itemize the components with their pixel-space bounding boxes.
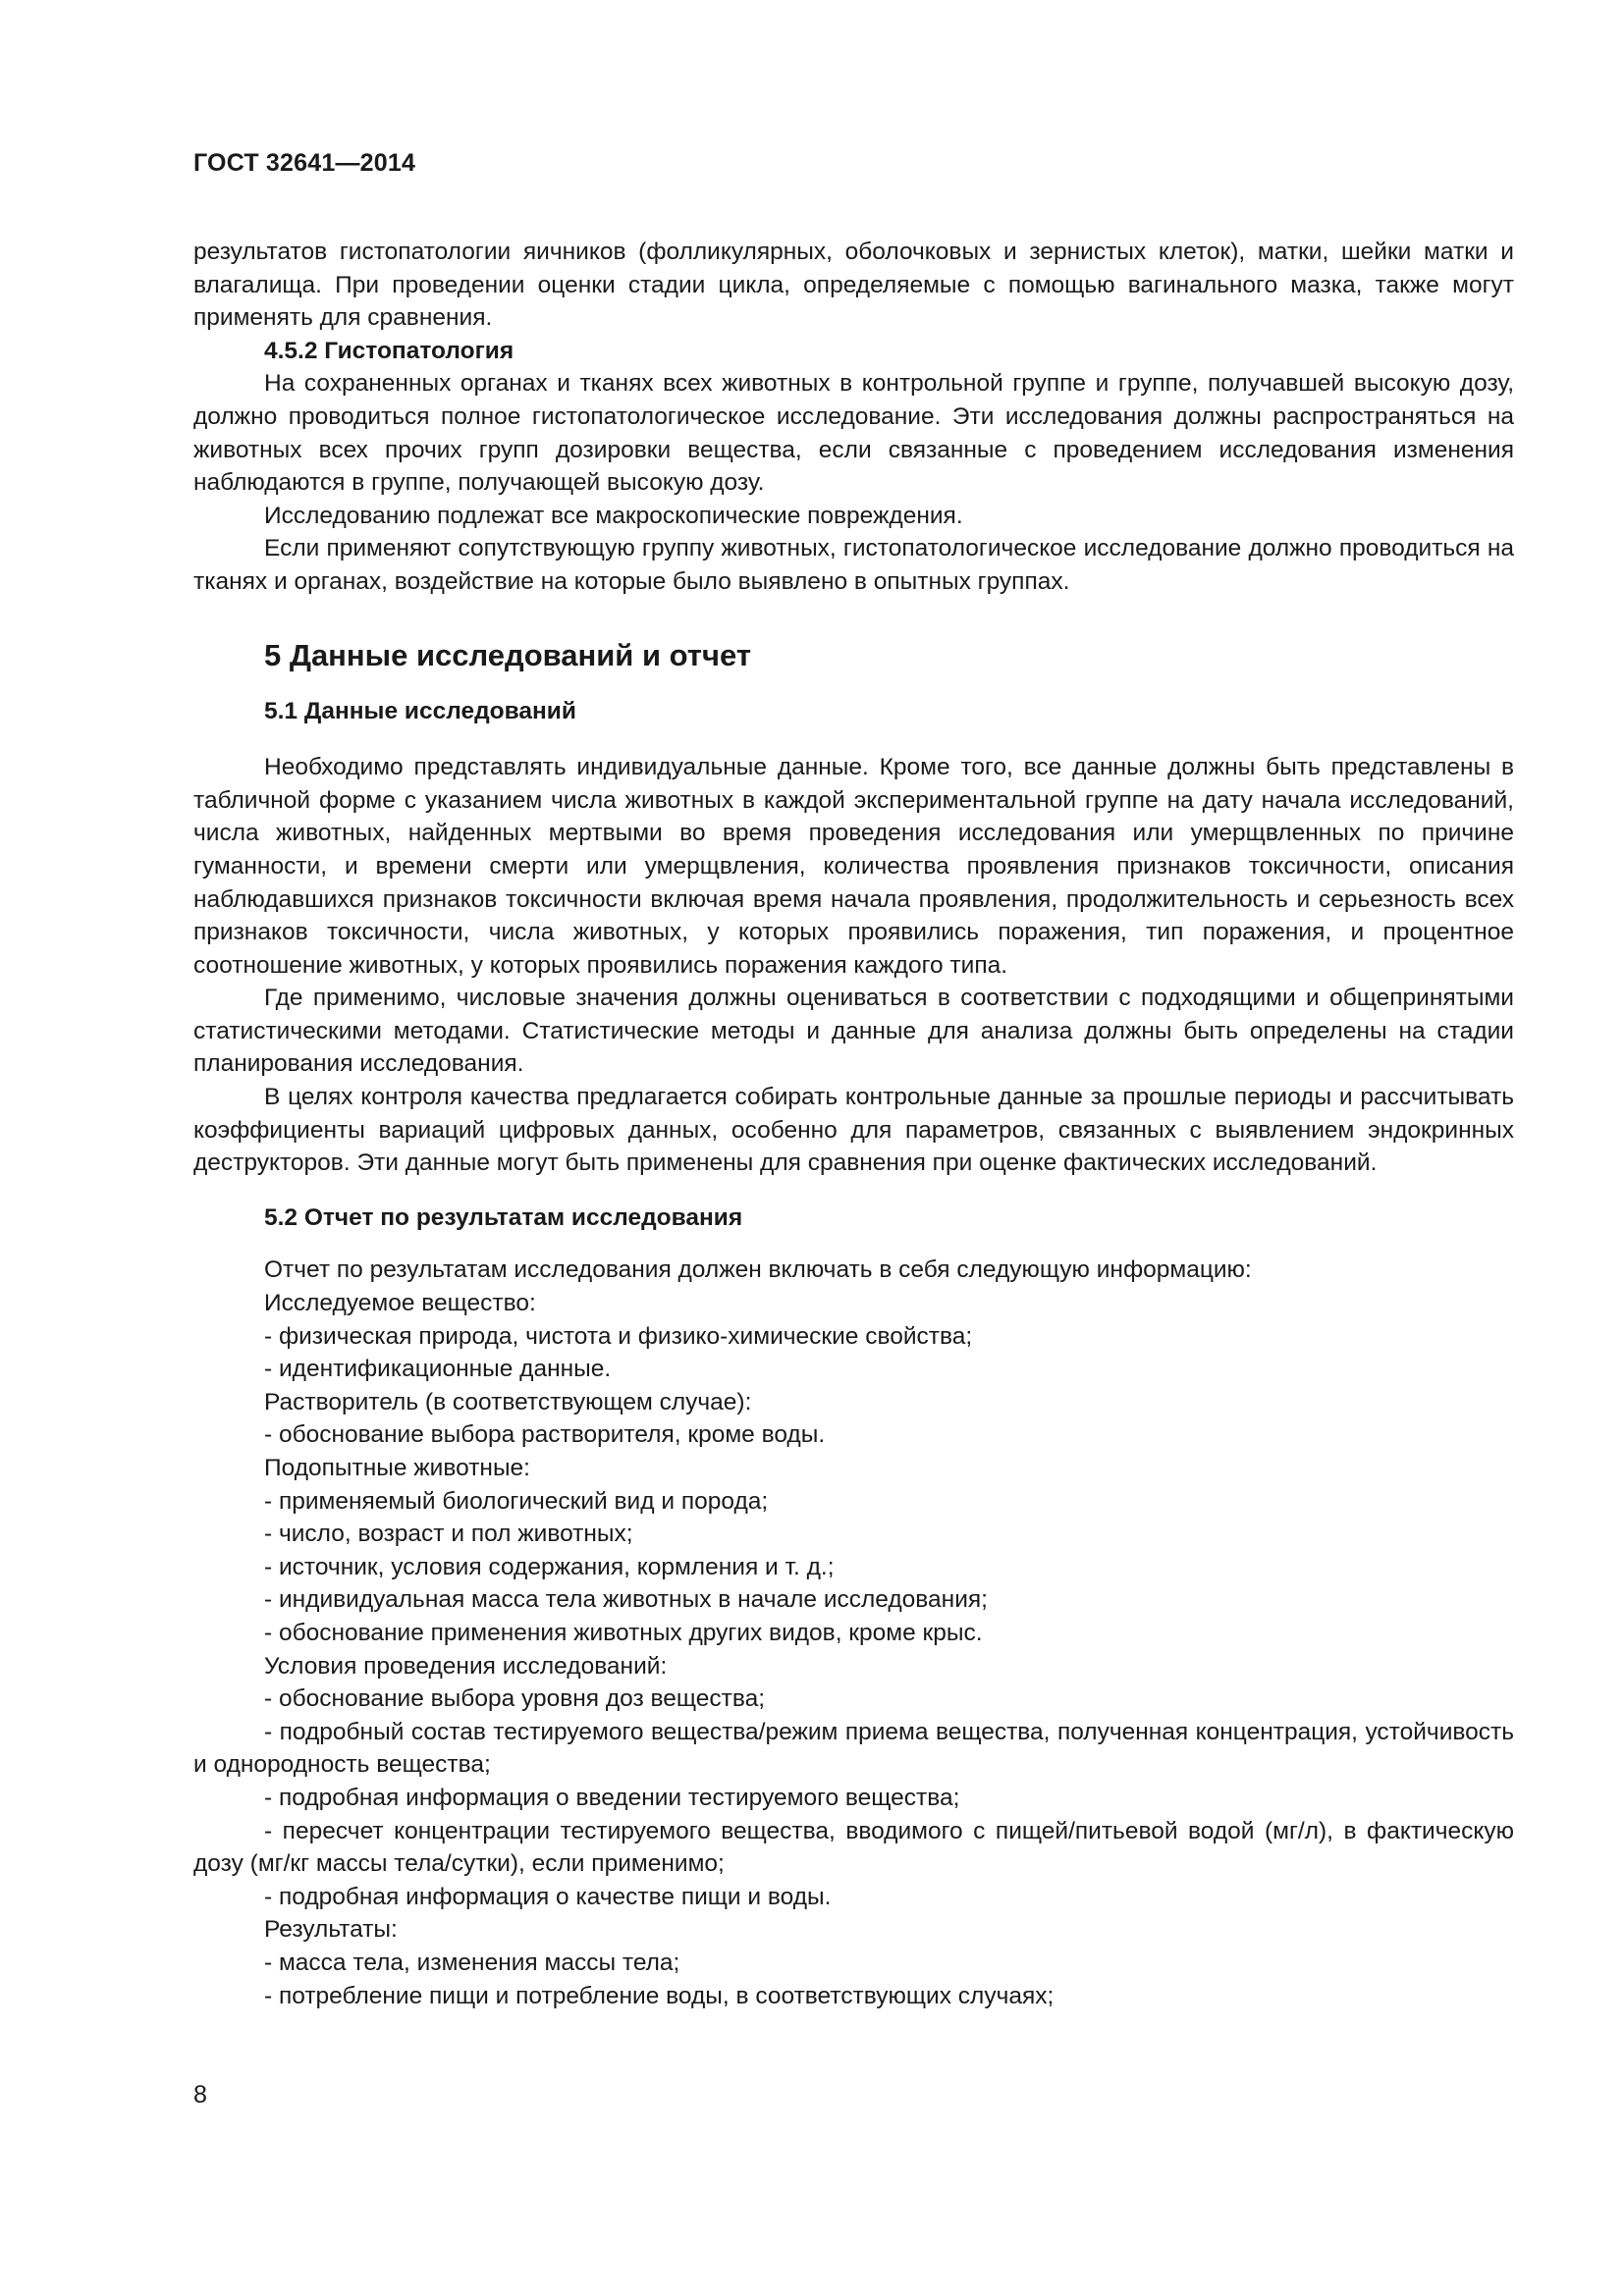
report-line: - потребление пищи и потребление воды, в соответствующих случаях; [264,1982,1055,2009]
report-line: - число, возраст и пол животных; [264,1521,633,1548]
report-line: Исследуемое вещество: [264,1290,536,1317]
report-line: - обоснование выбора растворителя, кроме воды. [264,1421,826,1449]
report-line: Подопытные животные: [264,1455,530,1481]
section-5-title: 5 Данные исследований и отчет [264,637,751,672]
report-line: - индивидуальная масса тела животных в начале исследования; [264,1586,988,1614]
paragraph-5-1-3: В целях контроля качества предлагается собирать контрольные данные за прошлые периоды и рассчитывать коэффициенты вариаций цифровых данных, особенно для параметров, связанных с выявлением эндокринных деструкторов. Эти данные могут быть применены для сравнения при оценке фактических исследований. [193,1084,1514,1177]
report-line: - источник, условия содержания, кормления и т. д.; [264,1553,835,1580]
report-paragraph-dose-composition: - подробный состав тестируемого вещества/режим приема вещества, полученная концентрация, устойчивость и однородность вещества; [193,1718,1514,1779]
report-line: - обоснование применения животных других видов, кроме крыс. [264,1619,983,1646]
paragraph-4-5-2-2: Исследованию подлежат все макроскопические повреждения. [264,502,963,529]
paragraph-5-1-2: Где применимо, числовые значения должны оцениваться в соответствии с подходящими и общепринятыми статистическими методами. Статистические методы и данные для анализа должны быть определены на стадии планирования исследования. [193,985,1514,1078]
report-line: - масса тела, изменения массы тела; [264,1949,680,1976]
paragraph-4-5-2-1: На сохраненных органах и тканях всех животных в контрольной группе и группе, получавшей высокую дозу, должно проводиться полное гистопатологическое исследование. Эти исследования должны распространяться на животных всех прочих групп дозировки вещества, если связанные с проведением исследования изменения наблюдаются в группе, получающей высокую дозу. [193,370,1514,497]
report-line: - подробная информация о качестве пищи и воды. [264,1883,832,1910]
report-line: - идентификационные данные. [264,1356,612,1383]
report-line: Отчет по результатам исследования должен включать в себя следующую информацию: [264,1256,1252,1284]
document-page [193,147,1514,2209]
page-number: 8 [193,2081,207,2109]
report-line: Растворитель (в соответствующем случае): [264,1388,752,1415]
paragraph-4-5-2-3: Если применяют сопутствующую группу животных, гистопатологическое исследование должно проводиться на тканях и органах, воздействие на которые было выявлено в опытных группах. [193,535,1514,595]
heading-4-5-2: 4.5.2 Гистопатология [264,337,514,364]
report-line: - физическая природа, чистота и физико-химические свойства; [264,1322,973,1350]
standard-header: ГОСТ 32641—2014 [193,149,416,177]
report-line: Условия проведения исследований: [264,1652,668,1680]
report-line: - применяемый биологический вид и порода; [264,1487,769,1515]
heading-5-2: 5.2 Отчет по результатам исследования [264,1203,743,1231]
heading-5-1: 5.1 Данные исследований [264,697,576,724]
report-line: Результаты: [264,1916,398,1944]
report-paragraph-dose-conversion: - пересчет концентрации тестируемого вещества, вводимого с пищей/питьевой водой (мг/л), в фактическую дозу (мг/кг массы тела/сутки), если применимо; [193,1817,1514,1878]
paragraph-5-1-1: Необходимо представлять индивидуальные данные. Кроме того, все данные должны быть представлены в табличной форме с указанием числа животных в каждой экспериментальной группе на дату начала исследований, числа животных, найденных мертвыми во время проведения исследования или умерщвленных по причине гуманности, и времени смерти или умерщвления, количества проявления признаков токсичности, описания наблюдавшихся признаков токсичности включая время начала проявления, продолжительность и серьезность всех признаков токсичности, числа животных, у которых проявились поражения, тип поражения, и процентное соотношение животных, у которых проявились поражения каждого типа. [193,754,1514,979]
intro-paragraph: результатов гистопатологии яичников (фолликулярных, оболочковых и зернистых клеток), матки, шейки матки и влагалища. При проведении оценки стадии цикла, определяемые с помощью вагинального мазка, также могут применять для сравнения. [193,239,1514,332]
report-line: - обоснование выбора уровня доз вещества; [264,1685,766,1713]
report-line: - подробная информация о введении тестируемого вещества; [264,1784,960,1811]
